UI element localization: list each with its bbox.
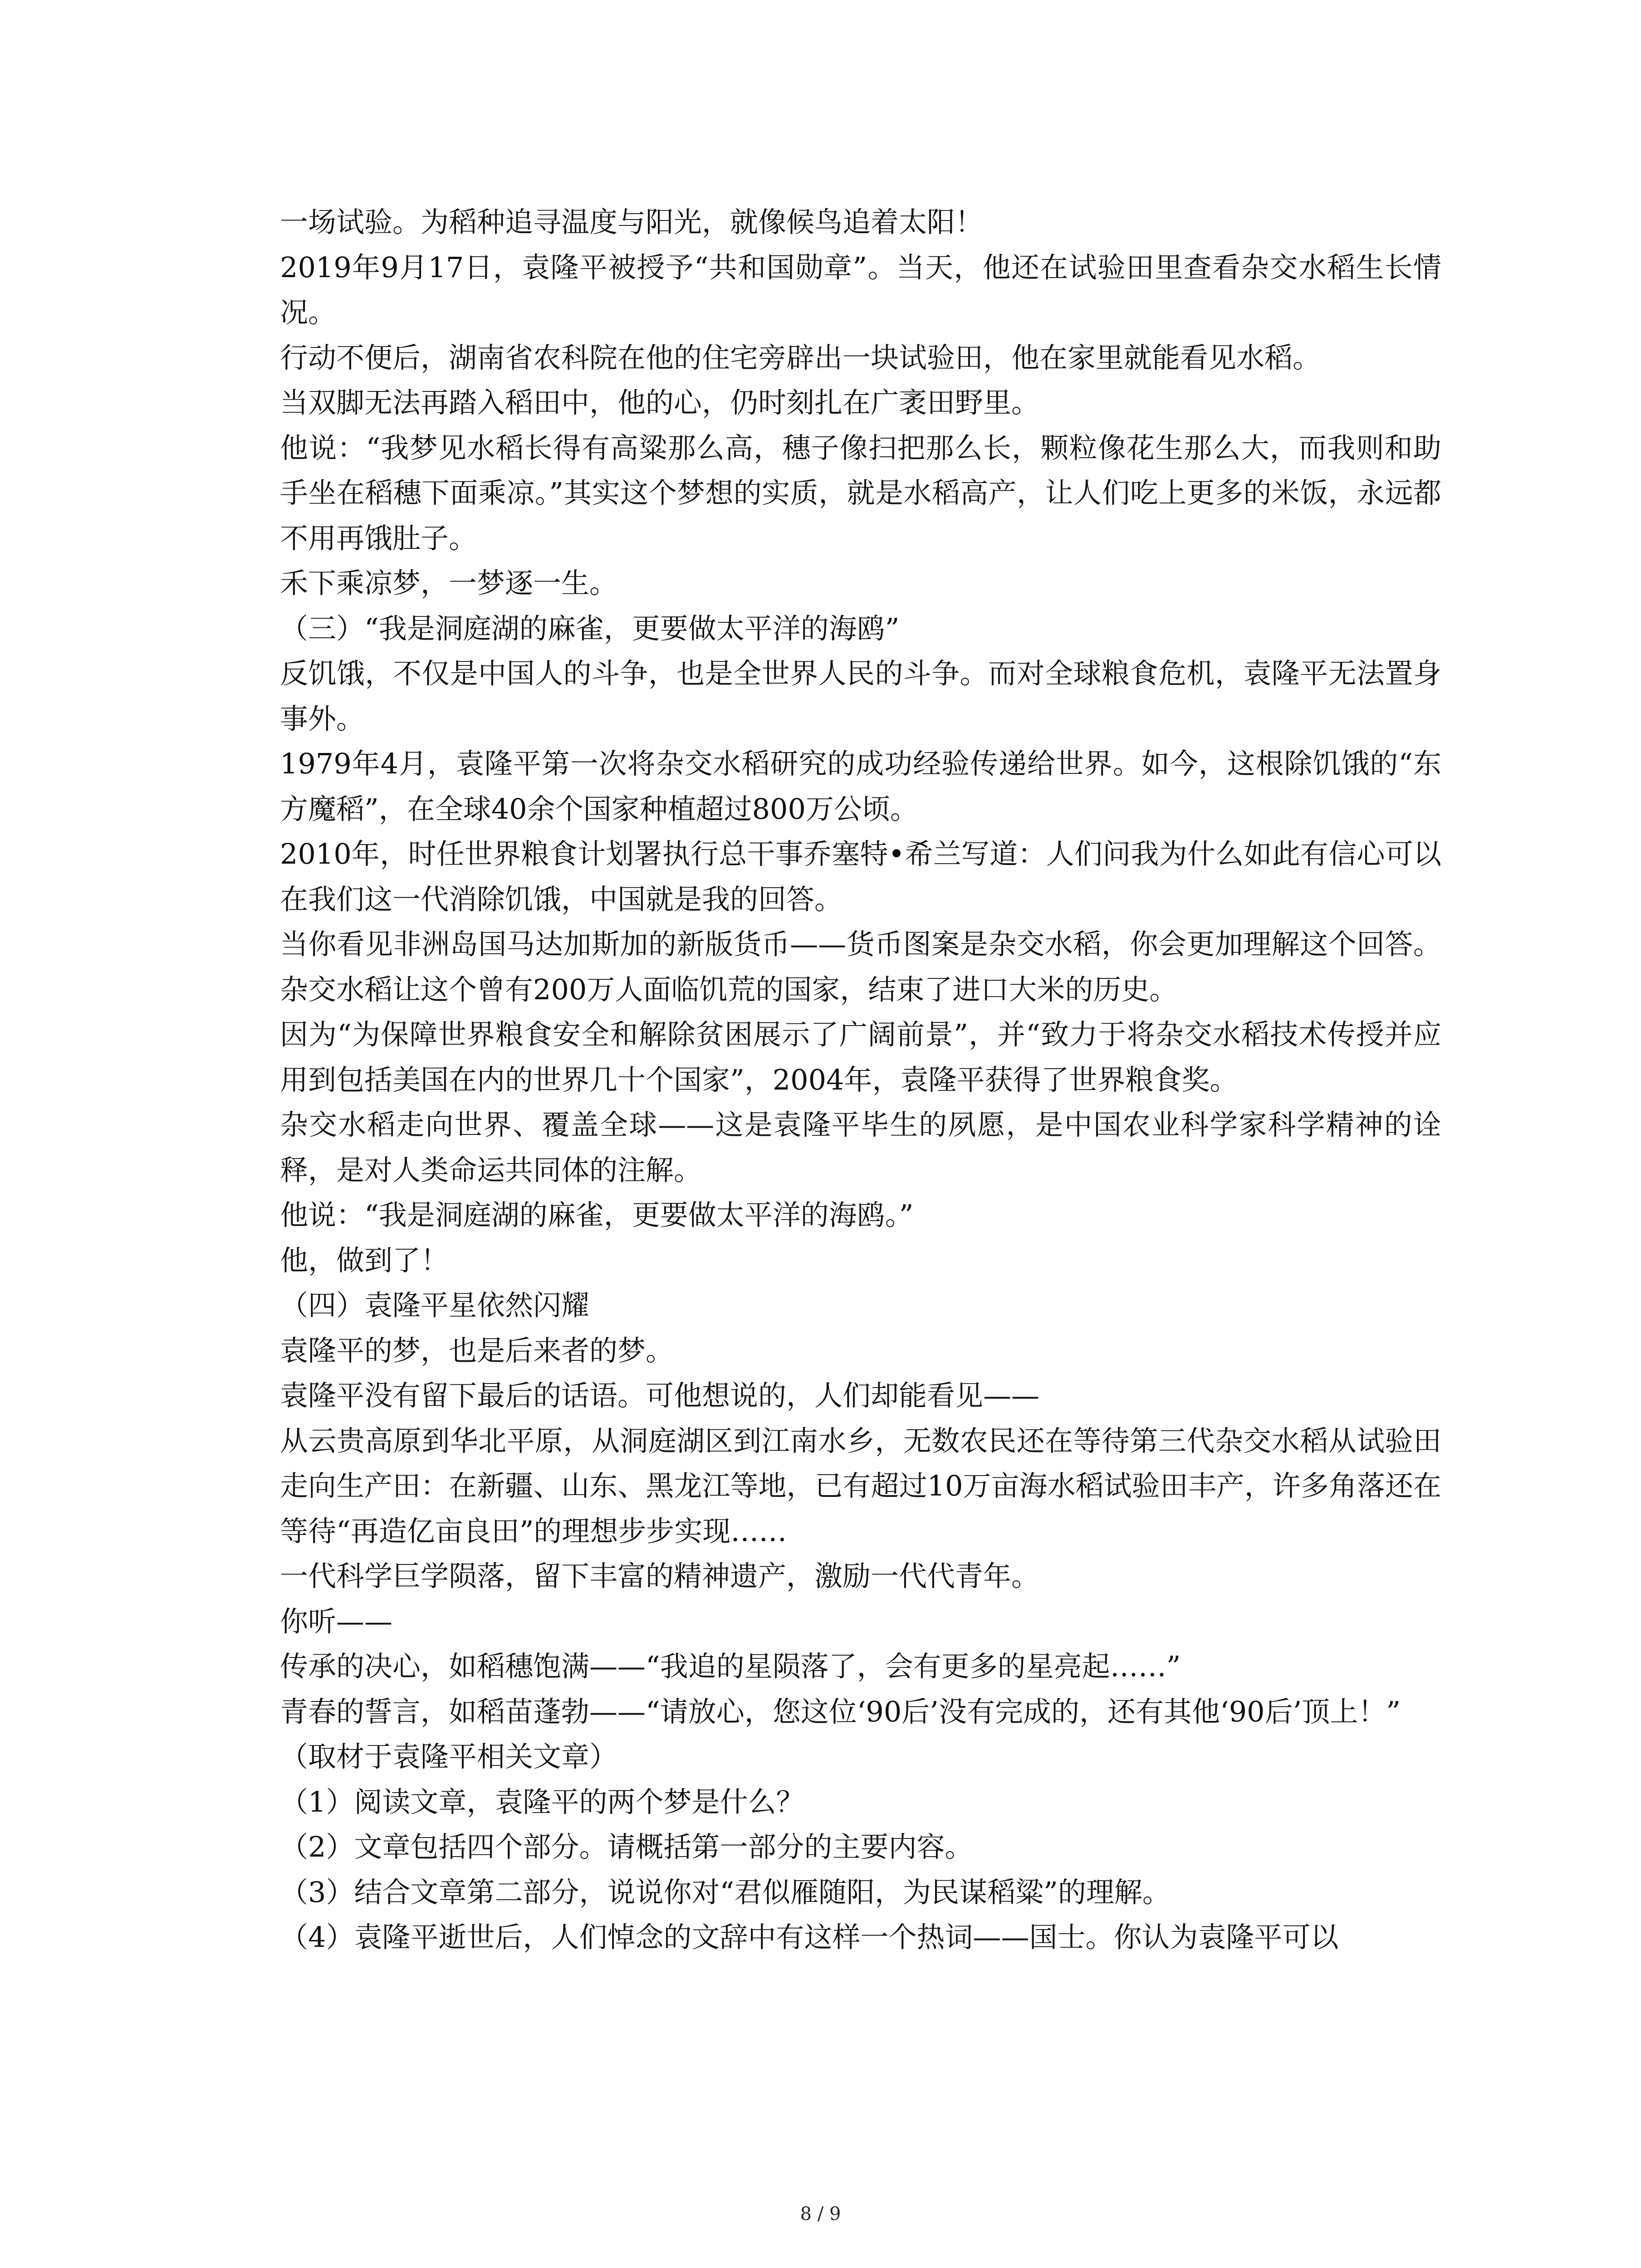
section-heading: （四）袁隆平星依然闪耀 xyxy=(280,1289,590,1322)
paragraph: 杂交水稻走向世界、覆盖全球——这是袁隆平毕生的夙愿，是中国农业科学家科学精神的诠释，是对人类命运共同体的注解。 xyxy=(280,1108,1441,1187)
question-item: （1）阅读文章，袁隆平的两个梦是什么？ xyxy=(280,1785,804,1818)
paragraph: 袁隆平没有留下最后的话语。可他想说的，人们却能看见—— xyxy=(280,1379,1040,1412)
paragraph: 袁隆平的梦，也是后来者的梦。 xyxy=(280,1334,674,1367)
article-body xyxy=(280,200,1441,1960)
paragraph: 他，做到了！ xyxy=(280,1243,449,1277)
paragraph: 2019年9月17日，袁隆平被授予“共和国勋章”。当天，他还在试验田里查看杂交水稻生长情况。 xyxy=(280,250,1441,329)
question-item: （2）文章包括四个部分。请概括第一部分的主要内容。 xyxy=(280,1830,973,1863)
paragraph: 反饥饿，不仅是中国人的斗争，也是全世界人民的斗争。而对全球粮食危机，袁隆平无法置身事外。 xyxy=(280,657,1441,735)
question-item: （4）袁隆平逝世后，人们悼念的文辞中有这样一个热词——国士。你认为袁隆平可以 xyxy=(280,1921,1339,1954)
paragraph: 1979年4月，袁隆平第一次将杂交水稻研究的成功经验传递给世界。如今，这根除饥饿的“东方魔稻”，在全球40余个国家种植超过800万公顷。 xyxy=(280,747,1441,826)
paragraph: 他说：“我是洞庭湖的麻雀，更要做太平洋的海鸥。” xyxy=(280,1198,914,1232)
paragraph: 你听—— xyxy=(280,1604,393,1638)
paragraph: 一代科学巨学陨落，留下丰富的精神遗产，激励一代代青年。 xyxy=(280,1559,1040,1593)
paragraph: 当你看见非洲岛国马达加斯加的新版货币——货币图案是杂交水稻，你会更加理解这个回答。杂交水稻让这个曾有200万人面临饥荒的国家，结束了进口大米的历史。 xyxy=(280,928,1441,1006)
page-number: 8 / 9 xyxy=(800,2204,841,2224)
source-citation: （取材于袁隆平相关文章） xyxy=(280,1740,618,1773)
question-item: （3）结合文章第二部分，说说你对“君似雁随阳，为民谋稻粱”的理解。 xyxy=(280,1875,1171,1909)
paragraph: 从云贵高原到华北平原，从洞庭湖区到江南水乡，无数农民还在等待第三代杂交水稻从试验田走向生产田：在新疆、山东、黑龙江等地，已有超过10万亩海水稻试验田丰产，许多角落还在等待“再造亿亩良田”的理想步步实现…… xyxy=(280,1424,1441,1548)
paragraph: 行动不便后，湖南省农科院在他的住宅旁辟出一块试验田，他在家里就能看见水稻。 xyxy=(280,341,1321,374)
paragraph: 禾下乘凉梦，一梦逐一生。 xyxy=(280,567,618,600)
paragraph: 他说：“我梦见水稻长得有高粱那么高，穗子像扫把那么长，颗粒像花生那么大，而我则和助手坐在稻穗下面乘凉。”其实这个梦想的实质，就是水稻高产，让人们吃上更多的米饭，永远都不用再饿肚子。 xyxy=(280,431,1441,555)
paragraph: 一场试验。为稻种追寻温度与阳光，就像候鸟追着太阳！ xyxy=(280,205,984,239)
paragraph: 传承的决心，如稻穗饱满——“我追的星陨落了，会有更多的星亮起……” xyxy=(280,1650,1181,1683)
section-heading: （三）“我是洞庭湖的麻雀，更要做太平洋的海鸥” xyxy=(280,611,900,645)
paragraph: 因为“为保障世界粮食安全和解除贫困展示了广阔前景”，并“致力于将杂交水稻技术传授并应用到包括美国在内的世界几十个国家”，2004年，袁隆平获得了世界粮食奖。 xyxy=(280,1018,1441,1096)
paragraph: 当双脚无法再踏入稻田中，他的心，仍时刻扎在广袤田野里。 xyxy=(280,386,1040,419)
paragraph: 2010年，时任世界粮食计划署执行总干事乔塞特•希兰写道：人们问我为什么如此有信心可以在我们这一代消除饥饿，中国就是我的回答。 xyxy=(280,837,1441,916)
paragraph: 青春的誓言，如稻苗蓬勃——“请放心，您这位‘90后’没有完成的，还有其他‘90后’顶上！” xyxy=(280,1695,1401,1728)
